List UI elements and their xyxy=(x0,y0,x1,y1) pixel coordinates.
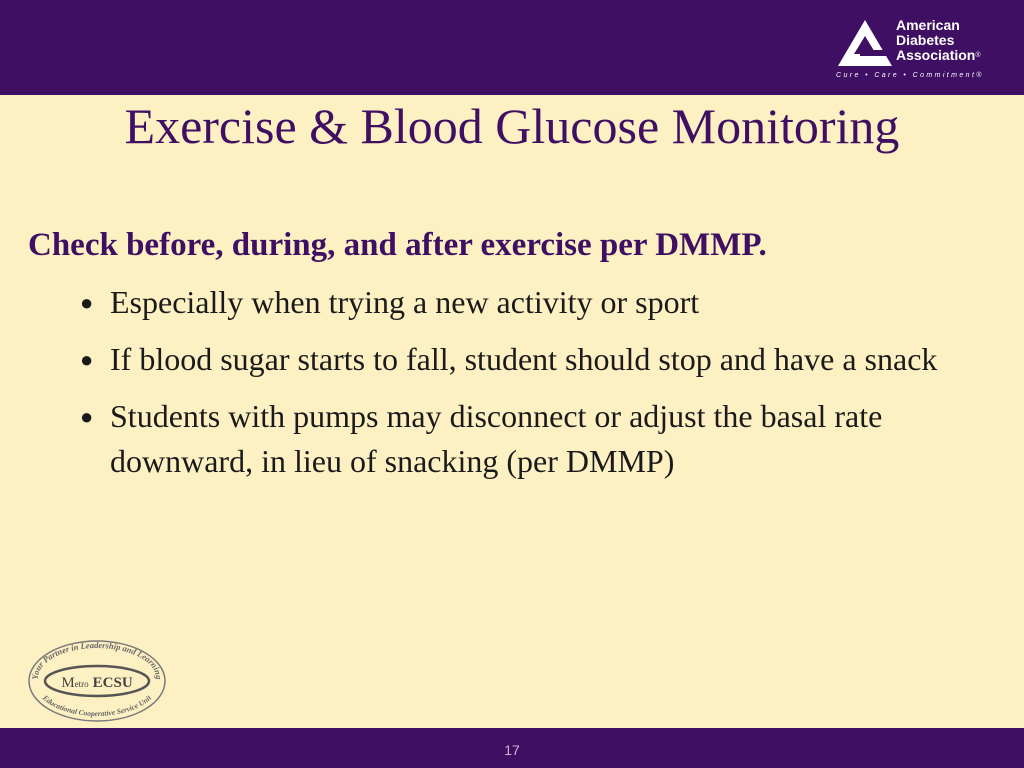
metro-arc-bottom-text: Educational Cooperative Service Unit xyxy=(41,693,153,718)
registered-mark: ® xyxy=(975,52,981,59)
page-number: 17 xyxy=(504,742,520,758)
bullet-item xyxy=(80,394,1010,484)
bullet-dot-icon: ● xyxy=(80,404,94,429)
bullet-item xyxy=(80,337,1010,382)
bullet-text: Especially when trying a new activity or sport xyxy=(110,284,700,320)
bullet-item xyxy=(80,280,1010,325)
bullet-text: Students with pumps may disconnect or adjust the basal rate downward, in lieu of snacking (per DMMP) xyxy=(110,398,883,479)
bullet-dot-icon: ● xyxy=(80,347,94,372)
ada-logo xyxy=(836,18,1008,86)
metro-name-prefix: M xyxy=(61,675,75,691)
ada-wordmark xyxy=(896,18,981,63)
metro-arc-top-text: Your Partner in Leadership and Learning xyxy=(29,639,165,680)
bullet-dot-icon: ● xyxy=(80,290,94,315)
svg-text:MetroECSU xyxy=(61,675,133,691)
metro-name-small: etro xyxy=(74,679,89,689)
ada-triangle-icon xyxy=(838,20,892,66)
slide-title: Exercise & Blood Glucose Monitoring xyxy=(124,98,900,154)
metro-name-main: ECSU xyxy=(92,675,133,691)
ada-name-line-1: American xyxy=(896,17,960,33)
metro-ecsu-logo xyxy=(26,638,168,724)
ada-tagline: Cure • Care • Commitment® xyxy=(836,72,984,79)
ada-name-line-2: Diabetes xyxy=(896,32,955,48)
lead-statement: Check before, during, and after exercise per DMMP. xyxy=(28,227,767,263)
bullet-text: If blood sugar starts to fall, student should stop and have a snack xyxy=(110,341,938,377)
bullet-list xyxy=(80,280,1010,496)
ada-name-line-3: Association xyxy=(896,47,976,63)
